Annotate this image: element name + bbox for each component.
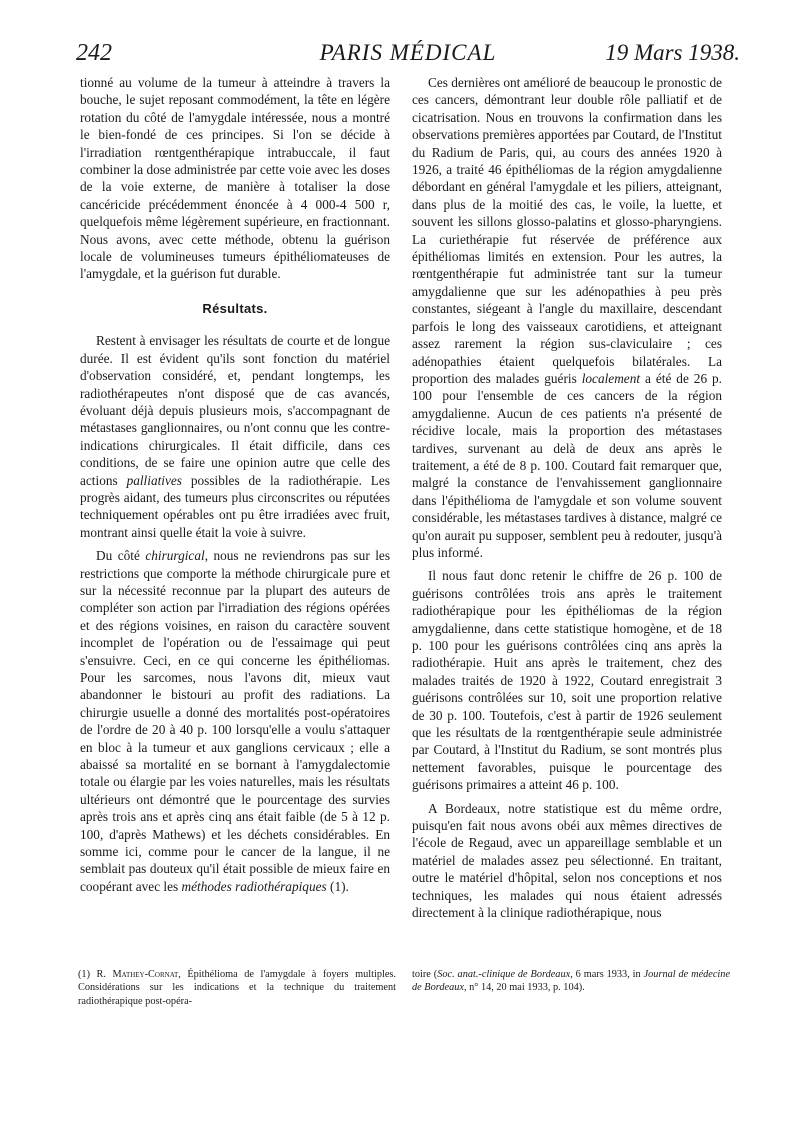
footnote-marker: (1)	[78, 969, 97, 980]
emphasis: Soc. anat.-clinique de Bordeaux	[437, 969, 571, 980]
paragraph: Il nous faut donc retenir le chiffre de 26 p. 100 de guérisons contrôlées trois ans après le traitement radiothérapique pour les épithéliomas de la région amygdalienne, dans cette statistique homogène, et de 18 p. 100 pour les guérisons contrôlées cinq ans après la radiothérapie. Huit ans après le traitement, chez des malades traités de 1920 à 1922, Coutard enregistrait 3 guérisons contrôlées sur 10, soit une proportion relative de 30 p. 100. Toutefois, c'est à partir de 1926 seulement que les résultats de la rœntgenthérapie seule administrée par Coutard, à l'Institut du Radium, se sont montrés plus nettement favorables, puisque le pourcentage des guérisons primaires a atteint 46 p. 100.	[412, 568, 722, 793]
paragraph	[412, 74, 722, 561]
issue-date: 19 Mars 1938.	[605, 40, 740, 65]
page-number: 242	[76, 40, 112, 66]
text-run: , 6 mars 1933, in	[570, 969, 644, 980]
footnote-author: R. Mathey-Cornat	[96, 969, 179, 980]
emphasis: chirurgical	[145, 548, 205, 564]
emphasis: localement	[581, 370, 641, 386]
section-heading: Résultats.	[202, 300, 268, 316]
paragraph	[80, 547, 390, 895]
emphasis: Journal de médecine de Bordeaux	[412, 969, 731, 994]
text-run: toire (	[412, 969, 438, 980]
text-run: a été de 26 p. 100 pour l'ensemble de ces cancers de la région amygdalienne. Aucun de ces patients n'a présenté de récidive locale, mais la proportion des métastases tardives, survenant au delà de deux ans après le traitement, a été de 8 p. 100. Coutard fait remarquer que, malgré la constance de l'envahissement ganglionnaire dans l'épithélioma de l'amygdale et son volume souvent considérable, les métastases tardives à distance, malgré ce qu'on aurait pu supposer, semblent peu à redouter, jusqu'à plus informé.	[412, 370, 723, 560]
paragraph: tionné au volume de la tumeur à atteindre à travers la bouche, le sujet reposant commodément, la tête en légère rotation du côté de l'amygdale intéressée, nous a montré le bien-fondé de ces principes. Si l'on se décide à l'irradiation rœntgenthérapique intrabuccale, il faut combiner la dose administrée par cette voie avec les doses de la voie externe, de manière à totaliser la dose cancéricide précédemment énoncée à 4 000-4 500 r, quelquefois même légèrement supérieure, en fractionnant. Nous avons, avec cette méthode, obtenu la guérison locale de volumineuses tumeurs épithéliomateuses de l'amygdale, et la guérison fut durable.	[80, 75, 390, 282]
text-run: Ces dernières ont amélioré de beaucoup le pronostic de ces cancers, démontrant leur double rôle palliatif et de cicatrisation. Nous en trouvons la confirmation dans les observations premières apportées par Coutard, de l'Institut du Radium de Paris, qui, au cours des années 1920 à 1926, a traité 46 épithéliomas de la région amygdalienne débordant en général l'amygdale et les piliers, atteignant, dans plus de la moitié des cas, le voile, la luette, et souvent les sillons glosso-palatins et glosso-pharyngiens. La curiethérapie fut réservée de préférence aux épithéliomas limités en extension. Pour les autres, la rœntgenthérapie fut administrée tant sur la tumeur amygdalienne que sur les adénopathies à peu près constantes, siégeant à l'angle du maxillaire, descendant parfois le long des vaisseaux carotidiens, et atteignant assez rarement la région sus-claviculaire ; ces adénopathies étaient quelquefois bilatérales. La proportion des malades guéris	[412, 75, 722, 386]
text-run: , n° 14, 20 mai 1933, p. 104).	[463, 982, 585, 994]
emphasis: méthodes radiothérapiques	[181, 878, 327, 894]
text-run: , nous ne reviendrons pas sur les restrictions que comporte la méthode chirurgicale pure et sur la nécessité reconnue par la plupart des auteurs de compléter son action par l'irradiation des régions opérées et des régions voisines, en raison du caractère souvent incomplet de l'opération ou de l'essaimage qui peut s'ensuivre. Ceci, en ce qui concerne les épithéliomas. Pour les sarcomes, nous l'avons dit, mieux vaut abandonner le bistouri au profit des radiations. La chirurgie usuelle a donné des mortalités post-opératoires de l'ordre de 20 à 40 p. 100 lorsqu'elle a voulu s'attaquer en bloc à la tumeur et aux ganglions cervicaux ; elle a abaissé sa mortalité en se bornant à l'amygdalectomie totale ou élargie par les voies naturelles, mais les résultats ultérieurs ont démontré que le pourcentage des survies après trois ans et après cinq ans était faible (de 5 à 12 p. 100, d'après Mathews) et les déchets considérables. En somme ici, comme pour le cancer de la langue, il ne semblait pas douteux qu'il était possible de mieux faire en coopérant avec les	[80, 548, 390, 894]
footnote-continued	[412, 968, 730, 995]
right-column	[412, 74, 722, 922]
text-run: possibles de la radiothérapie. Les progrès aidant, des tumeurs plus circonscrites ou réputées techniquement opérables ont pu être irradiées avec fruit, montrant ainsi quelle était la voie à suivre.	[80, 472, 390, 540]
footnote	[78, 968, 396, 1008]
text-run: (1).	[326, 878, 349, 894]
text-run: Restent à envisager les résultats de courte et de longue durée. Il est évident qu'ils sont fonction du matériel d'observation considéré, et, pendant longtemps, les radiothérapeutes n'ont disposé que de cas avancés, évoluant déjà depuis plusieurs mois, s'accompagnant de métastases ganglionnaires, ou n'ont connu que les contre-indications chirurgicales. Il était difficile, dans ces conditions, de se faire une opinion autre que celle des actions	[80, 333, 390, 488]
footnote-text: , Épithélioma de l'amygdale à foyers multiples. Considérations sur les indications et la technique du traitement radiothérapique post-opéra-	[78, 969, 396, 1007]
left-column	[80, 74, 390, 895]
emphasis: palliatives	[126, 472, 182, 488]
paragraph	[80, 332, 390, 541]
journal-title: PARIS MÉDICAL	[319, 40, 497, 65]
text-run: Du côté	[96, 548, 146, 564]
paragraph: A Bordeaux, notre statistique est du même ordre, puisqu'en fait nous avons obéi aux mêmes directives de l'école de Regaud, avec un appareillage semblable et un matériel de malades assez peu sélectionné. En traitant, outre le matériel d'hôpital, selon nos conceptions et nos techniques, les malades qui nous étaient adressés directement à la clinique radiothérapique, nous	[412, 800, 722, 921]
page-header	[76, 40, 740, 70]
